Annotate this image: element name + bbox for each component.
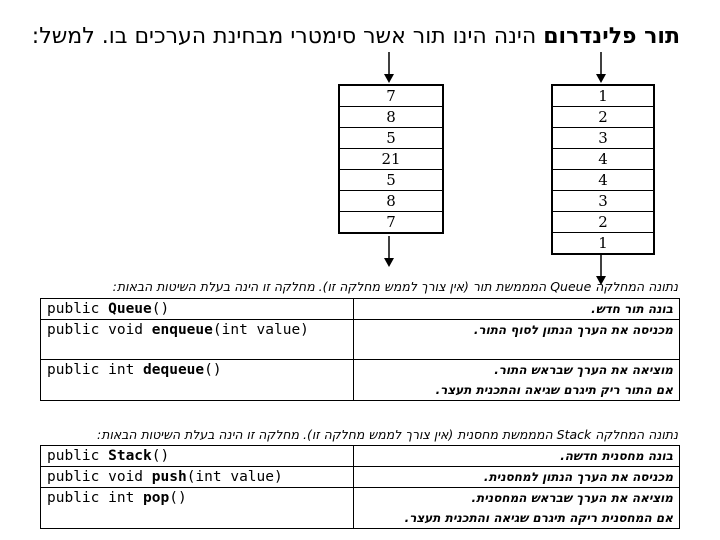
stack-api-table bbox=[40, 445, 680, 529]
method-description: מוציאה את הערך שבראש המחסנית. אם המחסנית ריקה תיגרם שגיאה והתכנית תעצר. bbox=[354, 488, 680, 529]
queue-cell: 7 bbox=[340, 86, 442, 107]
arrow-out-left-icon bbox=[383, 236, 395, 268]
method-signature: public Queue() bbox=[41, 299, 354, 320]
queue-cell: 4 bbox=[553, 170, 653, 191]
table-row bbox=[41, 299, 680, 320]
queue-cell: 5 bbox=[340, 170, 442, 191]
method-signature: public Stack() bbox=[41, 446, 354, 467]
table-row bbox=[41, 360, 680, 401]
title-bold: תור פלינדרום bbox=[543, 24, 680, 49]
queue-cell: 4 bbox=[553, 149, 653, 170]
queue-intro: נתונה המחלקה Queue המממשת תור (אין צורך לממש מחלקה זו). מחלקה זו הינה בעלת השיטות הבאות: bbox=[112, 279, 678, 294]
queue-cell: 7 bbox=[340, 212, 442, 233]
queue-cell: 8 bbox=[340, 107, 442, 128]
method-signature: public void enqueue(int value) bbox=[41, 320, 354, 360]
method-description: בונה מחסנית חדשה. bbox=[354, 446, 680, 467]
queue-cell: 21 bbox=[340, 149, 442, 170]
queue-cell: 8 bbox=[340, 191, 442, 212]
page-title bbox=[20, 24, 680, 50]
method-description: מכניסה את הערך הנתון למחסנית. bbox=[354, 467, 680, 488]
queue-api-table bbox=[40, 298, 680, 401]
arrow-in-right-icon bbox=[595, 52, 607, 84]
queue-cell: 1 bbox=[553, 233, 653, 254]
queue-right bbox=[551, 84, 655, 255]
table-row bbox=[41, 320, 680, 360]
table-row bbox=[41, 467, 680, 488]
stack-intro: נתונה המחלקה Stack המממשת מחסנית (אין צורך לממש מחלקה זו). מחלקה זו הינה בעלת השיטות הבאות: bbox=[97, 427, 678, 442]
queue-cell: 2 bbox=[553, 212, 653, 233]
queue-cell: 2 bbox=[553, 107, 653, 128]
method-description: מוציאה את הערך שבראש התור. אם התור ריק תיגרם שגיאה והתכנית תעצר. bbox=[354, 360, 680, 401]
method-signature: public int dequeue() bbox=[41, 360, 354, 401]
queue-cell: 3 bbox=[553, 128, 653, 149]
method-description: מכניסה את הערך הנתון לסוף התור. bbox=[354, 320, 680, 360]
queue-cell: 5 bbox=[340, 128, 442, 149]
queue-cell: 1 bbox=[553, 86, 653, 107]
table-row bbox=[41, 488, 680, 529]
method-description: בונה תור חדש. bbox=[354, 299, 680, 320]
title-rest: הינה הינו תור אשר סימטרי מבחינת הערכים בו. למשל: bbox=[31, 24, 544, 49]
method-signature: public void push(int value) bbox=[41, 467, 354, 488]
queue-left bbox=[338, 84, 444, 234]
method-signature: public int pop() bbox=[41, 488, 354, 529]
arrow-in-left-icon bbox=[383, 52, 395, 84]
table-row bbox=[41, 446, 680, 467]
queue-cell: 3 bbox=[553, 191, 653, 212]
